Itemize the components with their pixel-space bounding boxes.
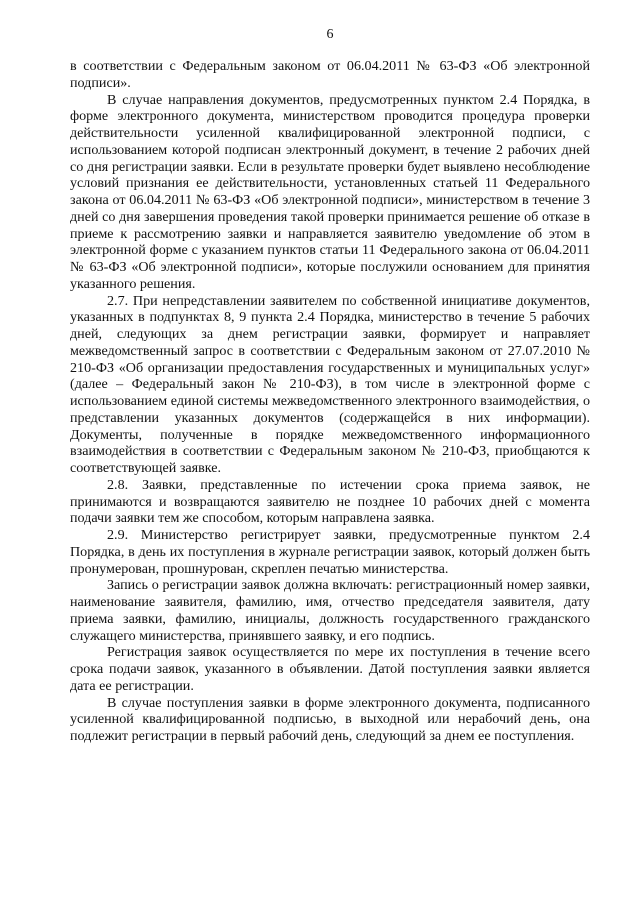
paragraph-2-7: 2.7. При непредставлении заявителем по собственной инициативе документов, указанных в подпунктах 8, 9 пункта 2.4 Порядка, министерство в течение 5 рабочих дней, следующих за днем регистрации заявки, формирует и направляет межведомственный запрос в соответствии с Федеральным законом от 27.07.2010 № 210-ФЗ «Об организации предоставления государственных и муниципальных услуг» (далее – Федеральный закон № 210-ФЗ), в том числе в электронной форме с использованием единой системы межведомственного электронного взаимодействия, о представлении указанных документов (содержащейся в них информации). Документы, полученные в порядке межведомственного информационного взаимодействия в соответствии с Федеральным законом № 210-ФЗ, приобщаются к соответствующей заявке. — [70, 292, 590, 476]
paragraph-registration-order: Регистрация заявок осуществляется по мере их поступления в течение всего срока подачи заявок, указанного в объявлении. Датой поступления заявки является дата ее регистрации. — [70, 644, 590, 694]
paragraph-registration-record: Запись о регистрации заявок должна включать: регистрационный номер заявки, наименование заявителя, фамилию, имя, отчество председателя заявителя, дату приема заявки, фамилию, инициалы, должность государственного гражданского служащего министерства, принявшего заявку, и его подпись. — [70, 577, 590, 644]
paragraph-2-8: 2.8. Заявки, представленные по истечении срока приема заявок, не принимаются и возвращаются заявителю не позднее 10 рабочих дней с момента подачи заявки тем же способом, которым направлена заявка. — [70, 476, 590, 527]
page-number: 6 — [326, 27, 334, 42]
paragraph-electronic-signature-check: В случае направления документов, предусмотренных пунктом 2.4 Порядка, в форме электронного документа, министерством проводится процедура проверки действительности усиленной квалифицированной электронной подписи, с использованием которой подписан электронный документ, в течение 2 рабочих дней со дня регистрации заявки. Если в результате проверки будет выявлено несоблюдение условий признания ее действительности, установленных статьей 11 Федерального закона от 06.04.2011 № 63-ФЗ «Об электронной подписи», министерством в течение 3 дней со дня завершения проведения такой проверки принимается решение об отказе в приеме к рассмотрению заявки и направляется заявителю уведомление об этом в электронной форме с указанием пунктов статьи 11 Федерального закона от 06.04.2011 № 63-ФЗ «Об электронной подписи», которые послужили основанием для принятия указанного решения. — [70, 91, 590, 292]
paragraph-continuation: в соответствии с Федеральным законом от 06.04.2011 № 63-ФЗ «Об электронной подписи». — [70, 58, 590, 91]
paragraph-2-9: 2.9. Министерство регистрирует заявки, предусмотренные пунктом 2.4 Порядка, в день их поступления в журнале регистрации заявок, который должен быть пронумерован, прошнурован, скреплен печатью министерства. — [70, 527, 590, 577]
document-body — [70, 58, 590, 745]
paragraph-electronic-submission: В случае поступления заявки в форме электронного документа, подписанного усиленной квалифицированной подписью, в выходной или нерабочий день, она подлежит регистрации в первый рабочий день, следующий за днем ее поступления. — [70, 694, 590, 744]
